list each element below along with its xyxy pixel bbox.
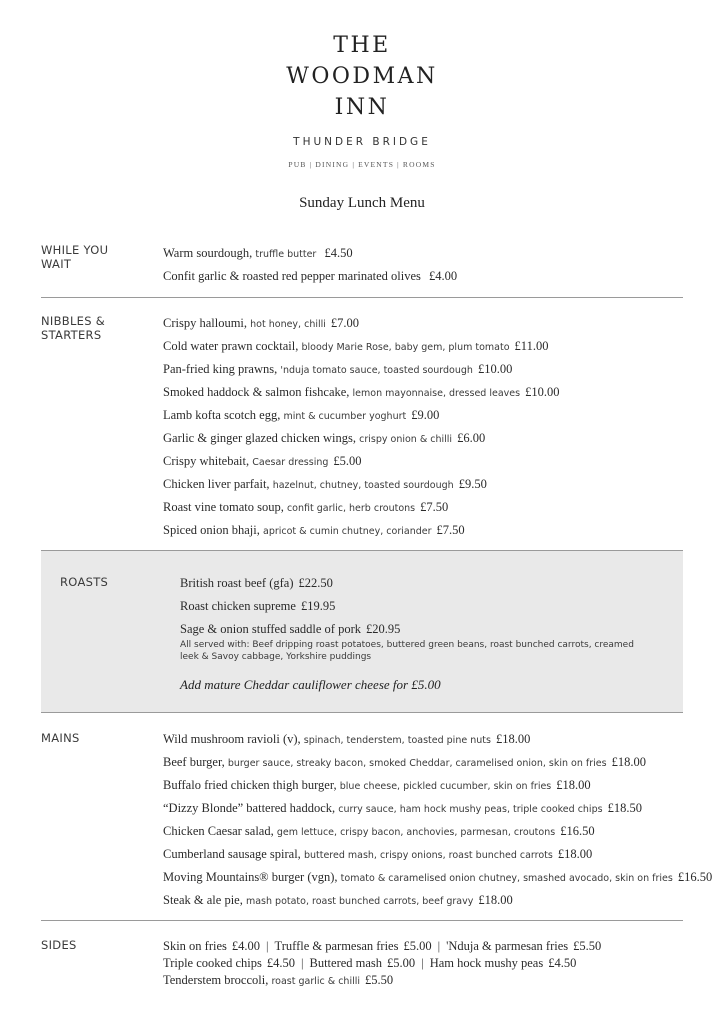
item-name: Crispy halloumi,	[163, 316, 248, 330]
section-label: WHILE YOU WAIT	[41, 243, 109, 271]
item-name: Skin on fries	[163, 939, 227, 953]
item-price: £20.95	[366, 622, 401, 636]
menu-title: Sunday Lunch Menu	[299, 195, 425, 211]
item-name: Wild mushroom ravioli (v),	[163, 732, 301, 746]
item-desc: Caesar dressing	[252, 457, 329, 468]
item-price: £18.00	[611, 755, 646, 769]
item-price: £10.00	[525, 385, 560, 399]
tagline: PUB | DINING | EVENTS | ROOMS	[288, 160, 436, 169]
menu-item	[180, 621, 640, 640]
section-label: SIDES	[41, 938, 77, 952]
item-price: £7.00	[330, 316, 360, 330]
menu-item	[163, 315, 559, 338]
menu-item	[163, 453, 559, 476]
item-price: £5.50	[365, 973, 394, 987]
item-name: “Dizzy Blonde” battered haddock,	[163, 801, 336, 815]
item-price: £11.00	[514, 339, 549, 353]
item-name: Moving Mountains® burger (vgn),	[163, 870, 338, 884]
menu-item	[163, 499, 559, 522]
item-desc: truffle butter	[255, 249, 317, 260]
item-price: £16.50	[677, 870, 713, 884]
item-desc: crispy onion & chilli	[359, 434, 453, 445]
item-name: Lamb kofta scotch egg,	[163, 408, 281, 422]
item-price: £16.50	[560, 824, 595, 838]
item-name: 'Nduja & parmesan fries	[446, 939, 569, 953]
item-name: Spiced onion bhaji,	[163, 523, 260, 537]
sides-row	[163, 972, 601, 989]
menu-item	[163, 476, 559, 499]
separator: |	[437, 939, 441, 953]
sides-row	[163, 955, 601, 972]
item-desc: gem lettuce, crispy bacon, anchovies, parmesan, croutons	[276, 827, 556, 838]
item-desc: mint & cucumber yoghurt	[283, 411, 407, 422]
item-name: Buffalo fried chicken thigh burger,	[163, 778, 337, 792]
item-name: Confit garlic & roasted red pepper marinated olives	[163, 269, 421, 283]
item-desc: 'nduja tomato sauce, toasted sourdough	[280, 365, 473, 376]
menu-item	[163, 361, 559, 384]
item-price: £7.50	[420, 500, 449, 514]
menu-item	[163, 245, 457, 268]
separator: |	[266, 939, 269, 953]
menu-item	[163, 754, 712, 777]
item-name: Warm sourdough,	[163, 246, 253, 260]
item-price: £18.50	[607, 801, 642, 815]
divider	[41, 297, 683, 298]
item-price: £5.00	[387, 956, 416, 970]
item-desc: spinach, tenderstem, toasted pine nuts	[303, 735, 491, 746]
item-price: £4.50	[266, 956, 295, 970]
menu-item	[163, 869, 712, 892]
item-desc: confit garlic, herb croutons	[286, 503, 416, 514]
item-name: Smoked haddock & salmon fishcake,	[163, 385, 350, 399]
section-label: ROASTS	[60, 575, 109, 589]
title-line-3: INN	[334, 95, 390, 120]
item-desc: buttered mash, crispy onions, roast bunched carrots	[303, 850, 553, 861]
served-with-note: All served with: Beef dripping roast potatoes, buttered green beans, roast bunched carrots, creamed leek & Savoy cabbage, Yorkshire puddings	[180, 640, 634, 662]
item-price: £5.00	[333, 454, 362, 468]
item-name: Chicken liver parfait,	[163, 477, 270, 491]
item-name: Buttered mash	[309, 956, 383, 970]
item-name: Sage & onion stuffed saddle of pork	[180, 622, 361, 636]
menu-item	[163, 522, 559, 545]
item-price: £4.00	[429, 269, 458, 283]
item-price: £4.50	[324, 246, 353, 260]
item-name: Beef burger,	[163, 755, 225, 769]
section-label: NIBBLES & STARTERS	[41, 314, 106, 342]
item-desc: hot honey, chilli	[250, 319, 326, 330]
item-desc: mash potato, roast bunched carrots, beef gravy	[245, 896, 474, 907]
item-name: Chicken Caesar salad,	[163, 824, 274, 838]
item-name: Roast chicken supreme	[180, 599, 296, 613]
item-price: £18.00	[478, 893, 513, 907]
title-line-1: THE	[333, 33, 391, 58]
item-price: £5.50	[573, 939, 602, 953]
item-name: Triple cooked chips	[163, 956, 262, 970]
item-price: £6.00	[457, 431, 486, 445]
item-name: Cold water prawn cocktail,	[163, 339, 299, 353]
item-desc: tomato & caramelised onion chutney, smashed avocado, skin on fries	[340, 873, 673, 884]
item-price: £18.00	[556, 778, 591, 792]
item-desc: hazelnut, chutney, toasted sourdough	[272, 480, 454, 491]
separator: |	[421, 956, 424, 970]
item-desc: roast garlic & chilli	[271, 976, 361, 987]
item-name: Crispy whitebait,	[163, 454, 250, 468]
item-name: Tenderstem broccoli,	[163, 973, 269, 987]
divider	[41, 920, 683, 921]
item-desc: blue cheese, pickled cucumber, skin on fries	[339, 781, 552, 792]
item-price: £4.00	[231, 939, 261, 953]
item-price: £19.95	[300, 599, 336, 613]
item-name: Cumberland sausage spiral,	[163, 847, 301, 861]
menu-item	[180, 575, 640, 598]
menu-item	[163, 384, 559, 407]
item-desc: curry sauce, ham hock mushy peas, triple cooked chips	[338, 804, 603, 815]
item-name: British roast beef (gfa)	[180, 576, 294, 590]
menu-item	[163, 430, 559, 453]
item-name: Garlic & ginger glazed chicken wings,	[163, 431, 356, 445]
item-price: £9.00	[411, 408, 440, 422]
addon-note: Add mature Cheddar cauliflower cheese for £5.00	[180, 677, 441, 692]
menu-item	[180, 598, 640, 621]
item-price: £18.00	[557, 847, 593, 861]
menu-item	[163, 823, 712, 846]
item-name: Ham hock mushy peas	[429, 956, 544, 970]
menu-item	[163, 892, 712, 915]
location: THUNDER BRIDGE	[293, 136, 431, 148]
item-price: £22.50	[298, 576, 333, 590]
item-price: £10.00	[477, 362, 513, 376]
menu-header	[0, 30, 724, 169]
item-desc: lemon mayonnaise, dressed leaves	[352, 388, 521, 399]
menu-item	[163, 407, 559, 430]
section-label: MAINS	[41, 731, 80, 745]
menu-item	[163, 268, 457, 291]
item-desc: apricot & cumin chutney, coriander	[263, 526, 432, 537]
restaurant-name	[0, 30, 724, 123]
menu-item	[163, 777, 712, 800]
menu-item	[163, 338, 559, 361]
item-name: Pan-fried king prawns,	[163, 362, 278, 376]
item-desc: bloody Marie Rose, baby gem, plum tomato	[301, 342, 510, 353]
item-name: Truffle & parmesan fries	[274, 939, 399, 953]
menu-item	[163, 846, 712, 869]
item-price: £5.00	[403, 939, 432, 953]
item-price: £7.50	[436, 523, 465, 537]
separator: |	[300, 956, 304, 970]
item-price: £9.50	[458, 477, 487, 491]
sides-row	[163, 938, 601, 955]
menu-item	[163, 731, 712, 754]
item-price: £4.50	[548, 956, 577, 970]
section-roasts	[41, 550, 683, 713]
title-line-2: WOODMAN	[286, 64, 438, 89]
item-name: Roast vine tomato soup,	[163, 500, 284, 514]
menu-item	[163, 800, 712, 823]
item-price: £18.00	[495, 732, 531, 746]
item-name: Steak & ale pie,	[163, 893, 243, 907]
item-desc: burger sauce, streaky bacon, smoked Cheddar, caramelised onion, skin on fries	[227, 758, 607, 769]
